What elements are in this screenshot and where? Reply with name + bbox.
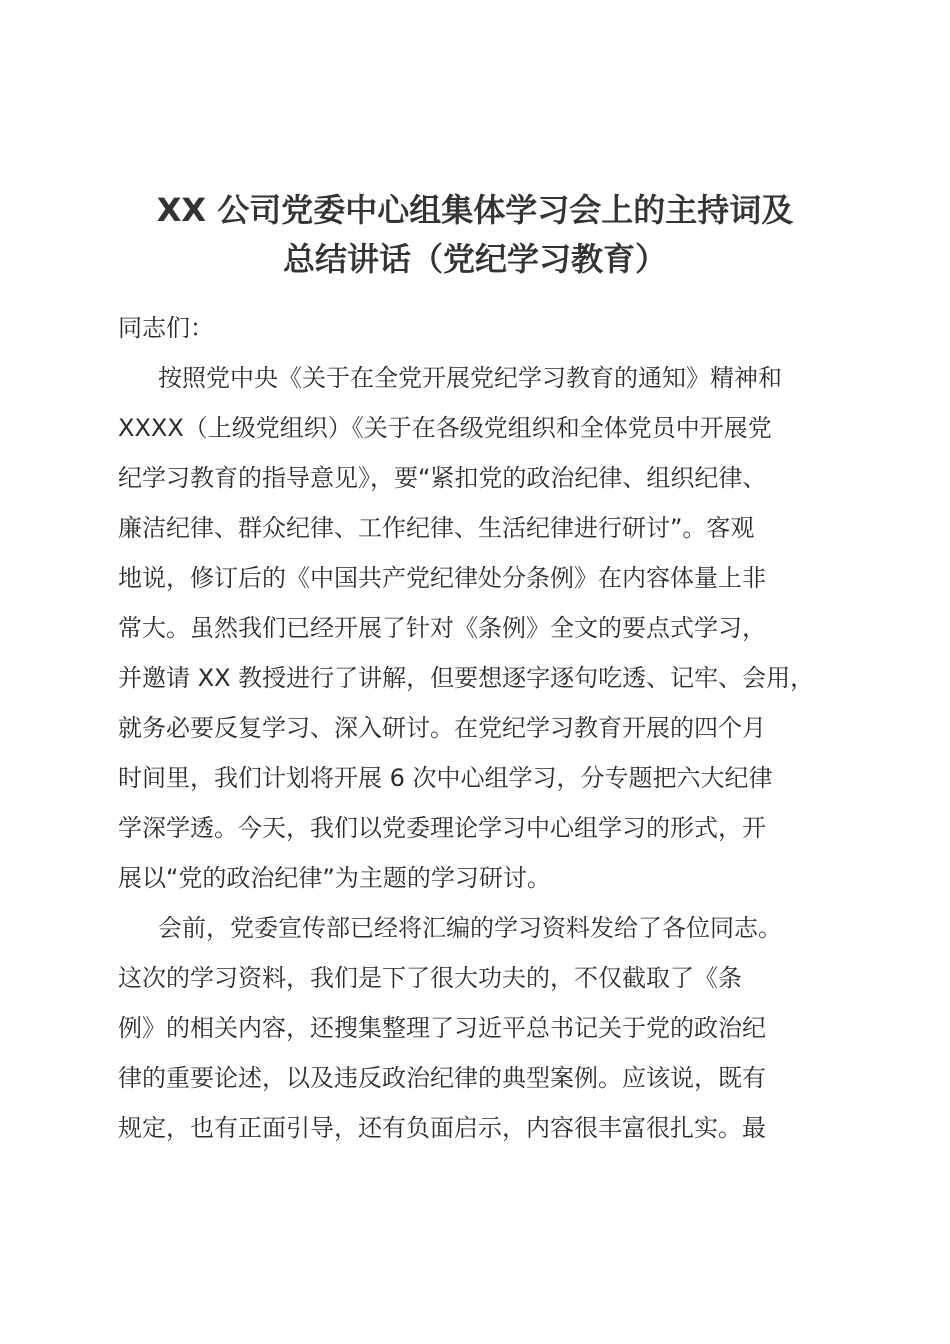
paragraph-2-line-5: 规定，也有正面引导，还有负面启示，内容很丰富很扎实。最 (118, 1114, 766, 1142)
paragraph-1-line-4: 廉洁纪律、群众纪律、工作纪律、生活纪律进行研讨”。客观 (118, 514, 755, 542)
document-title-line-2: 总结讲话（党纪学习教育） (282, 240, 667, 278)
paragraph-2-line-2: 这次的学习资料，我们是下了很大功夫的，不仅截取了《条 (118, 964, 742, 992)
paragraph-2-line-3: 例》的相关内容，还搜集整理了习近平总书记关于党的政治纪 (118, 1014, 766, 1042)
paragraph-2-line-1: 会前，党委宣传部已经将汇编的学习资料发给了各位同志。 (158, 914, 782, 942)
paragraph-2-line-4: 律的重要论述，以及违反政治纪律的典型案例。应该说，既有 (118, 1064, 766, 1092)
paragraph-1-line-3: 纪学习教育的指导意见》，要“紧扣党的政治纪律、组织纪律、 (118, 464, 767, 492)
paragraph-1-line-7: 并邀请 XX 教授进行了讲解，但要想逐字逐句吃透、记牢、会用， (118, 664, 815, 692)
paragraph-1-line-8: 就务必要反复学习、深入研讨。在党纪学习教育开展的四个月 (118, 714, 766, 742)
paragraph-1-line-5: 地说，修订后的《中国共产党纪律处分条例》在内容体量上非 (118, 564, 766, 592)
greeting: 同志们： (118, 314, 214, 342)
paragraph-1-line-2: XXXX（上级党组织）《关于在各级党组织和全体党员中开展党 (118, 414, 772, 442)
paragraph-1-line-6: 常大。虽然我们已经开展了针对《条例》全文的要点式学习， (118, 614, 766, 642)
paragraph-1-line-10: 学深学透。今天，我们以党委理论学习中心组学习的形式，开 (118, 814, 766, 842)
paragraph-1-line-1: 按照党中央《关于在全党开展党纪学习教育的通知》精神和 (158, 364, 782, 392)
paragraph-1-line-11: 展以“党的政治纪律”为主题的学习研讨。 (118, 864, 551, 892)
document-title-line-1: XX 公司党委中心组集体学习会上的主持词及 (156, 191, 794, 229)
paragraph-1-line-9: 时间里，我们计划将开展 6 次中心组学习，分专题把六大纪律 (118, 764, 773, 792)
